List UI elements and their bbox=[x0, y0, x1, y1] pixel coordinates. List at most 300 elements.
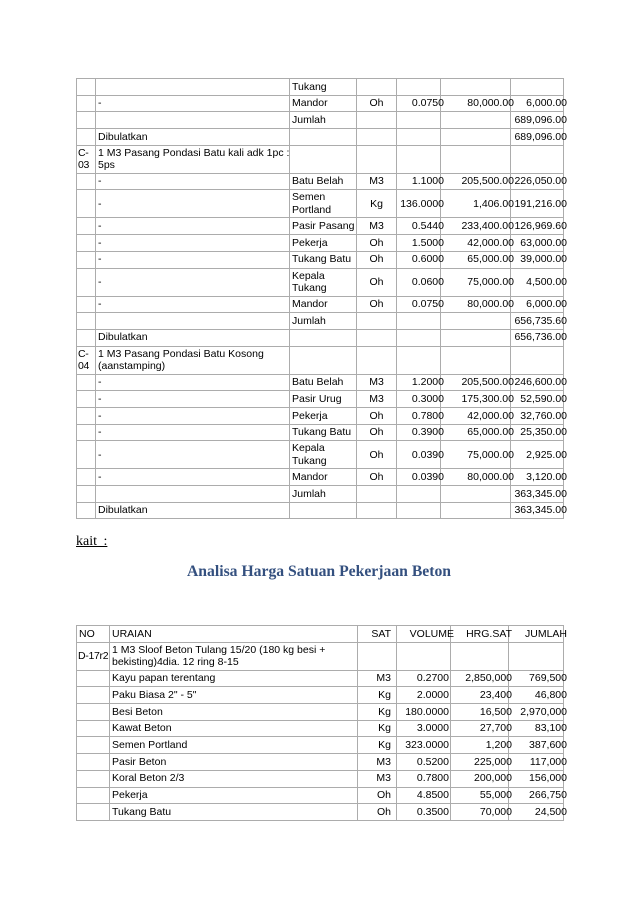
description-cell bbox=[96, 95, 290, 112]
unit-cell bbox=[357, 502, 397, 519]
item-cell bbox=[290, 218, 357, 235]
unit-cell bbox=[357, 173, 397, 190]
total-cell bbox=[511, 251, 567, 268]
item-text: Pasir Pasang bbox=[292, 220, 355, 233]
volume-text: 136.0000 bbox=[400, 197, 444, 210]
total-text: 266,750 bbox=[529, 789, 567, 802]
description-text: Kawat Beton bbox=[112, 722, 172, 735]
unit-price-text: 42,000.00 bbox=[467, 236, 514, 249]
unit-price-cell bbox=[441, 313, 511, 330]
unit-cell bbox=[357, 441, 397, 469]
unit-text: Oh bbox=[369, 470, 384, 483]
unit-text: M3 bbox=[369, 376, 384, 389]
item-text: Jumlah bbox=[292, 487, 326, 500]
description-text: 1 M3 Pasang Pondasi Batu Kosong (aanstamping) bbox=[98, 347, 264, 373]
unit-price-cell bbox=[441, 391, 514, 408]
unit-price-cell bbox=[441, 218, 514, 235]
description-text: - bbox=[98, 236, 102, 249]
volume-text: 2.0000 bbox=[416, 688, 449, 701]
total-cell bbox=[509, 642, 564, 670]
code-cell bbox=[77, 235, 96, 252]
total-text: 2,970,000 bbox=[520, 705, 567, 718]
unit-price-text: 27,700 bbox=[479, 722, 512, 735]
table-header-row bbox=[77, 626, 564, 643]
code-cell bbox=[77, 720, 110, 737]
volume-cell bbox=[397, 642, 451, 670]
table-row bbox=[77, 218, 564, 235]
description-cell bbox=[96, 502, 290, 519]
total-cell bbox=[511, 235, 567, 252]
total-cell bbox=[511, 407, 567, 424]
unit-text: M3 bbox=[369, 175, 384, 188]
unit-text: Kg bbox=[378, 688, 391, 701]
description-cell bbox=[110, 787, 358, 804]
item-cell bbox=[290, 129, 357, 146]
unit-price-text: 75,000.00 bbox=[467, 448, 514, 461]
unit-cell bbox=[357, 407, 397, 424]
unit-price-cell bbox=[451, 704, 512, 721]
total-text: 6,000.00 bbox=[526, 97, 567, 110]
unit-cell bbox=[357, 391, 397, 408]
unit-price-cell bbox=[441, 502, 511, 519]
table-row bbox=[77, 754, 564, 771]
unit-price-cell bbox=[441, 268, 514, 296]
table-row bbox=[77, 502, 564, 519]
volume-cell bbox=[397, 329, 441, 346]
unit-cell bbox=[358, 787, 397, 804]
description-text: - bbox=[98, 448, 102, 461]
description-cell bbox=[96, 235, 290, 252]
description-cell bbox=[96, 129, 290, 146]
description-text: - bbox=[98, 275, 102, 288]
total-text: 46,800 bbox=[534, 688, 567, 701]
concrete-work-price-table bbox=[76, 625, 567, 821]
volume-text: 0.0750 bbox=[411, 298, 444, 311]
unit-price-cell bbox=[451, 737, 512, 754]
volume-text: 0.7800 bbox=[416, 772, 449, 785]
unit-text: Oh bbox=[369, 409, 384, 422]
description-text: - bbox=[98, 220, 102, 233]
table-row bbox=[77, 720, 564, 737]
unit-text: Oh bbox=[369, 275, 384, 288]
unit-cell bbox=[358, 770, 397, 787]
total-cell bbox=[511, 79, 564, 96]
table-row bbox=[77, 268, 564, 296]
column-header-no bbox=[77, 626, 110, 643]
item-text: Jumlah bbox=[292, 314, 326, 327]
item-cell bbox=[290, 190, 357, 218]
description-cell bbox=[110, 737, 358, 754]
item-cell bbox=[290, 424, 357, 441]
total-text: 52,590.00 bbox=[520, 392, 567, 405]
table-row bbox=[77, 251, 564, 268]
unit-price-text: 205,500.00 bbox=[461, 175, 514, 188]
code-cell bbox=[77, 407, 96, 424]
code-cell bbox=[77, 391, 96, 408]
code-cell bbox=[77, 424, 96, 441]
volume-text: 4.8500 bbox=[416, 789, 449, 802]
description-cell bbox=[96, 374, 290, 391]
description-cell bbox=[96, 173, 290, 190]
description-cell bbox=[96, 486, 290, 503]
volume-cell bbox=[397, 218, 444, 235]
unit-price-cell bbox=[451, 804, 512, 821]
unit-price-text: 65,000.00 bbox=[467, 426, 514, 439]
table-row bbox=[77, 129, 564, 146]
volume-text: 0.2700 bbox=[416, 672, 449, 685]
code-cell bbox=[77, 218, 96, 235]
volume-cell bbox=[397, 79, 441, 96]
total-cell bbox=[511, 346, 564, 374]
unit-price-cell bbox=[441, 145, 511, 173]
description-text: - bbox=[98, 409, 102, 422]
item-cell bbox=[290, 79, 357, 96]
total-cell bbox=[509, 670, 567, 687]
item-cell bbox=[290, 469, 357, 486]
description-text: Kayu papan terentang bbox=[112, 672, 216, 685]
volume-cell bbox=[397, 704, 451, 721]
description-cell bbox=[96, 391, 290, 408]
total-text: 6,000.00 bbox=[526, 298, 567, 311]
item-cell bbox=[290, 329, 357, 346]
description-cell bbox=[96, 268, 290, 296]
item-cell bbox=[290, 145, 357, 173]
unit-price-cell bbox=[441, 251, 514, 268]
total-text: 24,500 bbox=[534, 805, 567, 818]
description-cell bbox=[110, 704, 358, 721]
volume-cell bbox=[397, 787, 451, 804]
total-text: 156,000 bbox=[529, 772, 567, 785]
unit-price-cell bbox=[451, 787, 512, 804]
total-text: 656,735.60 bbox=[514, 314, 567, 327]
unit-cell bbox=[358, 754, 397, 771]
unit-cell bbox=[357, 218, 397, 235]
table-row bbox=[77, 642, 564, 670]
volume-cell bbox=[397, 190, 444, 218]
volume-cell bbox=[397, 441, 444, 469]
total-cell bbox=[509, 770, 567, 787]
unit-price-cell bbox=[441, 424, 514, 441]
volume-cell bbox=[397, 486, 441, 503]
description-cell bbox=[110, 642, 358, 670]
unit-cell bbox=[357, 313, 397, 330]
unit-price-cell bbox=[441, 79, 511, 96]
unit-cell bbox=[357, 129, 397, 146]
unit-cell bbox=[358, 642, 397, 670]
unit-cell bbox=[357, 424, 397, 441]
description-cell bbox=[110, 770, 358, 787]
description-text: - bbox=[98, 197, 102, 210]
item-text: Pekerja bbox=[292, 409, 328, 422]
item-text: Mandor bbox=[292, 470, 328, 483]
total-cell bbox=[511, 296, 567, 313]
code-cell bbox=[77, 145, 96, 173]
unit-text: Kg bbox=[378, 722, 391, 735]
unit-cell bbox=[357, 235, 397, 252]
unit-cell bbox=[357, 79, 397, 96]
item-text: Pasir Urug bbox=[292, 392, 342, 405]
unit-price-text: 2,850,000 bbox=[465, 672, 512, 685]
total-cell bbox=[509, 720, 567, 737]
column-header-harga bbox=[451, 626, 512, 643]
column-header-jumlah bbox=[509, 626, 567, 643]
unit-price-text: 16,500 bbox=[479, 705, 512, 718]
total-text: 117,000 bbox=[529, 755, 567, 768]
unit-price-cell bbox=[441, 374, 514, 391]
table-row bbox=[77, 687, 564, 704]
unit-cell bbox=[358, 737, 397, 754]
description-text: - bbox=[98, 253, 102, 266]
unit-price-cell bbox=[441, 346, 511, 374]
unit-text: Oh bbox=[369, 298, 384, 311]
description-cell bbox=[96, 251, 290, 268]
unit-price-cell bbox=[441, 329, 511, 346]
total-cell bbox=[511, 218, 567, 235]
description-cell bbox=[96, 407, 290, 424]
total-cell bbox=[509, 687, 567, 704]
item-text: Semen Portland bbox=[292, 191, 332, 216]
code-cell bbox=[77, 770, 110, 787]
code-cell bbox=[77, 670, 110, 687]
total-cell bbox=[509, 754, 567, 771]
volume-cell bbox=[397, 687, 451, 704]
item-cell bbox=[290, 486, 357, 503]
volume-cell bbox=[397, 374, 444, 391]
item-text: Mandor bbox=[292, 97, 328, 110]
description-cell bbox=[96, 346, 290, 374]
total-text: 246,600.00 bbox=[514, 376, 567, 389]
total-text: 226,050.00 bbox=[514, 175, 567, 188]
unit-price-cell bbox=[441, 112, 511, 129]
volume-cell bbox=[397, 754, 451, 771]
description-text: Dibulatkan bbox=[98, 130, 148, 143]
volume-cell bbox=[397, 737, 451, 754]
unit-price-text: 175,300.00 bbox=[461, 392, 514, 405]
unit-price-cell bbox=[451, 670, 512, 687]
description-text: - bbox=[98, 470, 102, 483]
unit-price-cell bbox=[441, 296, 514, 313]
description-cell bbox=[110, 687, 358, 704]
description-text: Tukang Batu bbox=[112, 805, 172, 818]
table-row bbox=[77, 112, 564, 129]
table-row bbox=[77, 704, 564, 721]
column-header-label: NO bbox=[79, 627, 95, 640]
table-row bbox=[77, 804, 564, 821]
code-cell bbox=[77, 754, 110, 771]
column-header-label: VOLUME bbox=[409, 627, 454, 640]
table-row bbox=[77, 235, 564, 252]
unit-price-cell bbox=[451, 642, 509, 670]
volume-text: 1.1000 bbox=[411, 175, 444, 188]
item-text: Kepala Tukang bbox=[292, 442, 327, 467]
table-row bbox=[77, 424, 564, 441]
volume-text: 0.0390 bbox=[411, 470, 444, 483]
description-text: Pekerja bbox=[112, 789, 148, 802]
item-text: Mandor bbox=[292, 298, 328, 311]
unit-text: Oh bbox=[376, 789, 391, 802]
unit-price-text: 23,400 bbox=[479, 688, 512, 701]
table-row bbox=[77, 313, 564, 330]
description-text: 1 M3 Pasang Pondasi Batu kali adk 1pc : 5ps bbox=[98, 146, 290, 172]
description-cell bbox=[110, 804, 358, 821]
item-cell bbox=[290, 296, 357, 313]
description-cell bbox=[96, 145, 290, 173]
total-cell bbox=[511, 374, 567, 391]
code-text: C- 04 bbox=[78, 347, 90, 373]
unit-price-text: 65,000.00 bbox=[467, 253, 514, 266]
table-row bbox=[77, 374, 564, 391]
unit-cell bbox=[357, 346, 397, 374]
item-text: Batu Belah bbox=[292, 376, 344, 389]
total-text: 689,096.00 bbox=[514, 113, 567, 126]
total-cell bbox=[511, 441, 567, 469]
unit-price-text: 75,000.00 bbox=[467, 275, 514, 288]
total-text: 689,096.00 bbox=[514, 130, 567, 143]
total-cell bbox=[511, 145, 564, 173]
unit-price-cell bbox=[441, 486, 511, 503]
total-cell bbox=[511, 469, 567, 486]
table-row bbox=[77, 737, 564, 754]
item-cell bbox=[290, 502, 357, 519]
description-cell bbox=[110, 720, 358, 737]
unit-price-cell bbox=[441, 173, 514, 190]
unit-cell bbox=[357, 374, 397, 391]
total-cell bbox=[511, 112, 567, 129]
unit-cell bbox=[357, 112, 397, 129]
item-text: Tukang bbox=[292, 80, 327, 93]
unit-price-text: 233,400.00 bbox=[461, 220, 514, 233]
unit-text: Oh bbox=[369, 426, 384, 439]
unit-price-cell bbox=[441, 469, 514, 486]
column-header-label: HRG.SAT bbox=[466, 627, 512, 640]
unit-text: M3 bbox=[376, 672, 391, 685]
unit-price-cell bbox=[441, 190, 514, 218]
item-cell bbox=[290, 112, 357, 129]
table-row bbox=[77, 95, 564, 112]
unit-cell bbox=[358, 670, 397, 687]
total-cell bbox=[511, 424, 567, 441]
volume-cell bbox=[397, 720, 451, 737]
code-cell bbox=[77, 313, 96, 330]
code-cell bbox=[77, 704, 110, 721]
volume-cell bbox=[397, 235, 444, 252]
code-cell bbox=[77, 787, 110, 804]
column-header-label: SAT bbox=[371, 627, 391, 640]
total-cell bbox=[511, 173, 567, 190]
volume-cell bbox=[397, 502, 441, 519]
description-cell bbox=[96, 469, 290, 486]
code-cell bbox=[77, 95, 96, 112]
description-text: Semen Portland bbox=[112, 739, 188, 752]
unit-text: Oh bbox=[369, 236, 384, 249]
unit-price-cell bbox=[441, 129, 511, 146]
description-cell bbox=[96, 424, 290, 441]
total-text: 2,925.00 bbox=[526, 448, 567, 461]
description-cell bbox=[96, 296, 290, 313]
code-cell bbox=[77, 374, 96, 391]
item-cell bbox=[290, 441, 357, 469]
total-cell bbox=[509, 737, 567, 754]
code-cell bbox=[77, 112, 96, 129]
total-text: 656,736.00 bbox=[514, 331, 567, 344]
total-text: 387,600 bbox=[529, 739, 567, 752]
table-row bbox=[77, 407, 564, 424]
unit-price-cell bbox=[441, 441, 514, 469]
volume-text: 0.3900 bbox=[411, 426, 444, 439]
code-cell bbox=[77, 268, 96, 296]
column-header-label: URAIAN bbox=[112, 627, 152, 640]
description-cell bbox=[110, 670, 358, 687]
total-cell bbox=[509, 804, 567, 821]
unit-price-cell bbox=[441, 407, 514, 424]
unit-price-text: 42,000.00 bbox=[467, 409, 514, 422]
description-text: - bbox=[98, 97, 102, 110]
table-row bbox=[77, 486, 564, 503]
description-cell bbox=[96, 190, 290, 218]
unit-price-text: 1,200 bbox=[485, 739, 512, 752]
total-cell bbox=[511, 486, 567, 503]
column-header-uraian bbox=[110, 626, 358, 643]
code-cell bbox=[77, 502, 96, 519]
total-cell bbox=[511, 268, 567, 296]
total-cell bbox=[511, 313, 567, 330]
total-cell bbox=[511, 190, 567, 218]
table-row bbox=[77, 770, 564, 787]
unit-cell bbox=[358, 687, 397, 704]
code-cell bbox=[77, 737, 110, 754]
total-text: 32,760.00 bbox=[520, 409, 567, 422]
volume-cell bbox=[397, 391, 444, 408]
description-text: Dibulatkan bbox=[98, 504, 148, 517]
volume-text: 1.2000 bbox=[411, 376, 444, 389]
unit-price-text: 205,500.00 bbox=[461, 376, 514, 389]
unit-cell bbox=[357, 268, 397, 296]
total-cell bbox=[509, 704, 567, 721]
description-text: - bbox=[98, 298, 102, 311]
unit-price-cell bbox=[441, 95, 514, 112]
table-row bbox=[77, 391, 564, 408]
unit-cell bbox=[357, 329, 397, 346]
table-row bbox=[77, 190, 564, 218]
unit-cell bbox=[358, 804, 397, 821]
item-text: Jumlah bbox=[292, 113, 326, 126]
unit-text: Oh bbox=[376, 805, 391, 818]
item-cell bbox=[290, 407, 357, 424]
unit-price-text: 80,000.00 bbox=[467, 97, 514, 110]
total-text: 126,969.60 bbox=[514, 220, 567, 233]
unit-price-cell bbox=[441, 235, 514, 252]
unit-price-text: 80,000.00 bbox=[467, 470, 514, 483]
code-cell bbox=[77, 804, 110, 821]
unit-text: Oh bbox=[369, 253, 384, 266]
description-text: Besi Beton bbox=[112, 705, 163, 718]
description-text: Paku Biasa 2" - 5" bbox=[112, 688, 197, 701]
description-text: Dibulatkan bbox=[98, 331, 148, 344]
volume-text: 0.5200 bbox=[416, 755, 449, 768]
table-row bbox=[77, 469, 564, 486]
item-text: Tukang Batu bbox=[292, 253, 352, 266]
total-text: 4,500.00 bbox=[526, 275, 567, 288]
column-header-sat bbox=[358, 626, 397, 643]
unit-text: Oh bbox=[369, 97, 384, 110]
total-text: 63,000.00 bbox=[520, 236, 567, 249]
description-text: - bbox=[98, 392, 102, 405]
item-text: Batu Belah bbox=[292, 175, 344, 188]
unit-price-text: 55,000 bbox=[479, 789, 512, 802]
volume-text: 1.5000 bbox=[411, 236, 444, 249]
item-cell bbox=[290, 391, 357, 408]
unit-price-cell bbox=[451, 687, 512, 704]
